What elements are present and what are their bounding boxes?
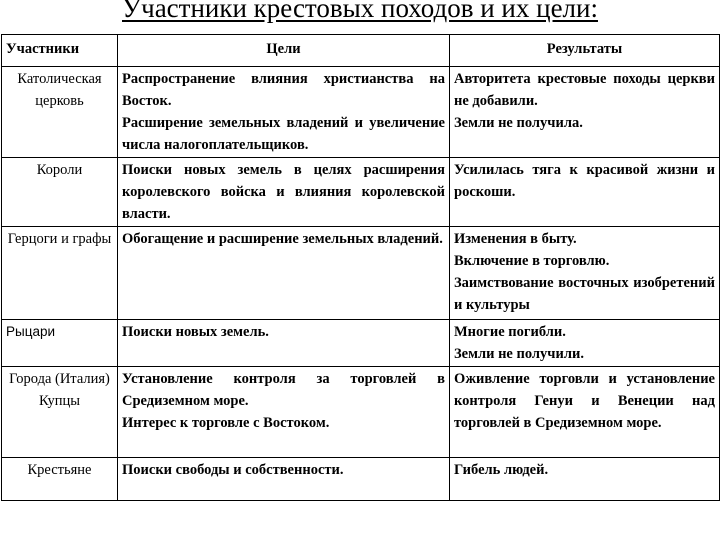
result-text: Земли не получили. — [454, 346, 584, 362]
table-row — [2, 367, 720, 458]
goals-cell — [118, 227, 450, 320]
goal-text: Обогащение и расширение земельных владений. — [122, 231, 443, 247]
results-cell — [450, 67, 720, 158]
results-cell — [450, 458, 720, 501]
goal-text: Поиски новых земель в целях расширения королевского войска и влияния королевской власти. — [122, 162, 445, 222]
goal-text: Интерес к торговле с Востоком. — [122, 415, 330, 431]
header-results: Результаты — [450, 35, 720, 67]
goal-text: Расширение земельных владений и увеличение числа налогоплательщиков. — [122, 115, 445, 153]
participant-cell: Католическая церковь — [2, 67, 118, 158]
result-text: Оживление торговли и установление контроля Генуи и Венеции над торговлей в Средиземном море. — [454, 371, 715, 431]
results-cell — [450, 158, 720, 227]
results-cell — [450, 367, 720, 458]
table-row — [2, 227, 720, 320]
result-text: Включение в торговлю. — [454, 253, 610, 269]
crusades-table — [1, 34, 720, 501]
result-text: Изменения в быту. — [454, 231, 577, 247]
participant-cell: Города (Италия) Купцы — [2, 367, 118, 458]
goals-cell — [118, 458, 450, 501]
goal-text: Распространение влияния христианства на Восток. — [122, 71, 445, 109]
table-row — [2, 67, 720, 158]
goals-cell — [118, 67, 450, 158]
participant-cell: Короли — [2, 158, 118, 227]
table-row — [2, 158, 720, 227]
goal-text: Поиски новых земель. — [122, 324, 269, 340]
participant-cell: Герцоги и графы — [2, 227, 118, 320]
page-title: Участники крестовых походов и их цели: — [122, 0, 598, 23]
participant-cell: Рыцари — [2, 320, 118, 367]
result-text: Гибель людей. — [454, 462, 549, 478]
header-goals: Цели — [118, 35, 450, 67]
result-text: Многие погибли. — [454, 324, 566, 340]
goals-cell — [118, 367, 450, 458]
result-text: Земли не получила. — [454, 115, 583, 131]
goal-text: Поиски свободы и собственности. — [122, 462, 344, 478]
participant-cell: Крестьяне — [2, 458, 118, 501]
table-row — [2, 458, 720, 501]
result-text: Авторитета крестовые походы церкви не добавили. — [454, 71, 715, 109]
header-participants: Участники — [2, 35, 118, 67]
result-text: Заимствование восточных изобретений и культуры — [454, 275, 715, 313]
goals-cell — [118, 320, 450, 367]
table-row — [2, 320, 720, 367]
table-header-row — [2, 35, 720, 67]
result-text: Усилилась тяга к красивой жизни и роскоши. — [454, 162, 715, 200]
results-cell — [450, 320, 720, 367]
goal-text: Установление контроля за торговлей в Средиземном море. — [122, 371, 445, 409]
goals-cell — [118, 158, 450, 227]
results-cell — [450, 227, 720, 320]
